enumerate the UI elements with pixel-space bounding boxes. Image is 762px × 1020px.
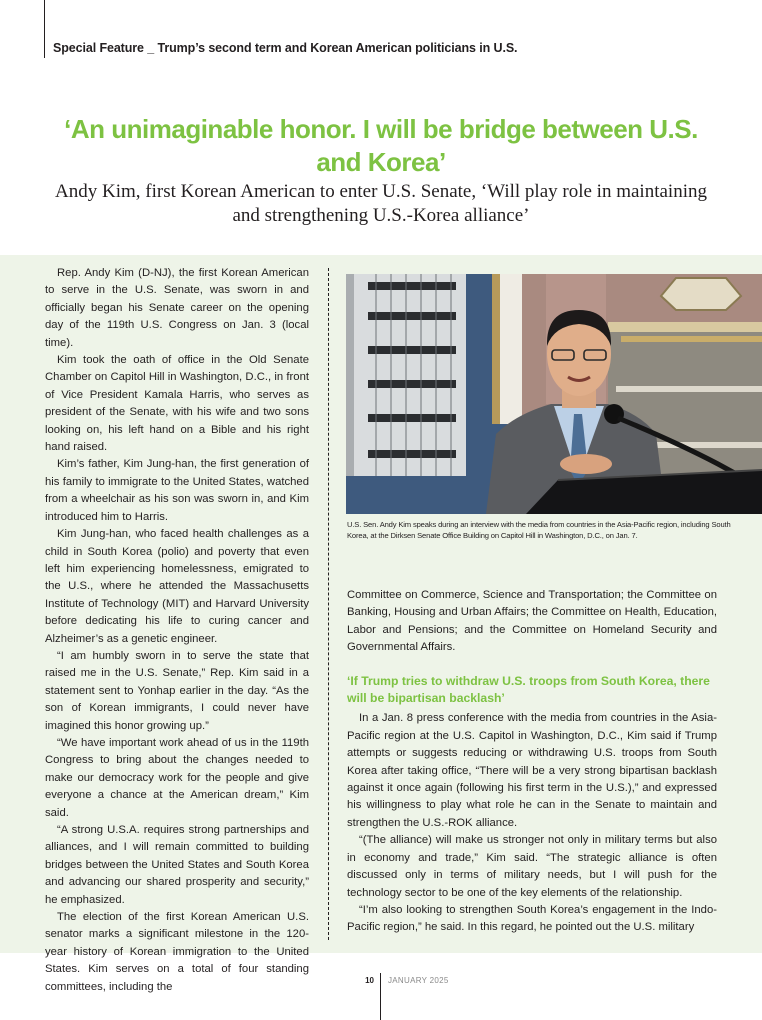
paragraph-continuation: Committee on Commerce, Science and Transportation; the Committee on Banking, Housing and Urban Affairs; the Committee on Health, Education, Labor and Pensions; and the Committee on Homeland Security and Governmental Affairs.: [347, 589, 717, 654]
paragraph: “A strong U.S.A. requires strong partnerships and alliances, and I will remain committed to building bridges between the United States and South Korea and advancing our shared prosperity and security,” he emphasized.: [45, 824, 309, 906]
paragraph: “(The alliance) will make us stronger not only in military terms but also in economy and trade,” Kim said. “The strategic alliance is often discussed only in terms of military needs, but I will push for the technology sector to be one of the key elements of the relationship.: [347, 834, 717, 899]
paragraph: “I am humbly sworn in to serve the state that raised me in the U.S. Senate,” Rep. Kim said in a statement sent to Yonhap earlier in the day. “As the son of Korean immigrants, I could never have imagined this honor growing up.”: [45, 649, 309, 732]
subheadline: Andy Kim, first Korean American to enter U.S. Senate, ‘Will play role in maintaining and strengthening U.S.-Korea alliance’: [55, 181, 707, 226]
photo-caption: U.S. Sen. Andy Kim speaks during an interview with the media from countries in the Asia-Pacific region, including South Korea, at the Dirksen Senate Office Building on Capitol Hill in Washington, D.C., on Jan. 7.: [347, 520, 731, 541]
footer-rule: [380, 973, 381, 1020]
paragraph: “We have important work ahead of us in the 119th Congress to bring about the changes needed to make our democracy work for the people and give everyone a chance at the American dream,” Kim said.: [45, 736, 309, 819]
paragraph: Rep. Andy Kim (D-NJ), the first Korean American to serve in the U.S. Senate, was sworn in and officially began his Senate career on the opening day of the 119th U.S. Congress on Jan. 3 (local time).: [45, 267, 309, 349]
paragraph: In a Jan. 8 press conference with the media from countries in the Asia-Pacific region at the U.S. Capitol in Washington, D.C., Kim said if Trump attempts or suggests reducing or withdrawing U.S. troops from South Korea after taking office, “There will be a very strong bipartisan backlash against it once again (following his first term in the U.S.),” and expressed his willingness to play what role he can in the Senate to maintain and strengthen the U.S.-ROK alliance.: [347, 712, 717, 829]
paragraph: Kim Jung-han, who faced health challenges as a child in South Korea (polio) and poverty that even left him experiencing homelessness, emigrated to the U.S., where he attended the Massachusetts Institute of Technology (MIT) and Harvard University before dedicating his life to curing cancer and Alzheimer’s as a genetic engineer.: [45, 528, 309, 645]
article-photo: [346, 274, 762, 514]
issue-date: JANUARY 2025: [388, 976, 449, 985]
left-column: [45, 265, 309, 996]
paragraph: Kim took the oath of office in the Old Senate Chamber on Capitol Hill in Washington, D.C., in front of Vice President Kamala Harris, who serves as president of the Senate, with his wife and two sons looking on, his left hand on a Bible and his right hand raised.: [45, 354, 309, 454]
paragraph: “I’m also looking to strengthen South Korea’s engagement in the Indo-Pacific region,” he said. In this regard, he pointed out the U.S. military: [347, 903, 717, 934]
senator-photo-illustration: [346, 274, 762, 514]
page-number: 10: [365, 976, 374, 985]
headline: ‘An unimaginable honor. I will be bridge between U.S. and Korea’: [64, 114, 698, 177]
section-label: Special Feature _ Trump’s second term and Korean American politicians in U.S.: [53, 41, 518, 55]
section-heading: ‘If Trump tries to withdraw U.S. troops from South Korea, there will be bipartisan backlash’: [347, 673, 710, 706]
paragraph: The election of the first Korean American U.S. senator marks a significant milestone in the 120-year history of Korean immigration to the United States. Kim serves on a total of four standing committees, including the: [45, 911, 309, 993]
paragraph: Kim’s father, Kim Jung-han, the first generation of his family to immigrate to the United States, watched from a wheelchair as his son was sworn in, and Kim introduced him to Harris.: [45, 458, 309, 523]
column-divider: [328, 268, 329, 940]
header-rule: [44, 0, 45, 58]
right-column: [347, 587, 717, 937]
